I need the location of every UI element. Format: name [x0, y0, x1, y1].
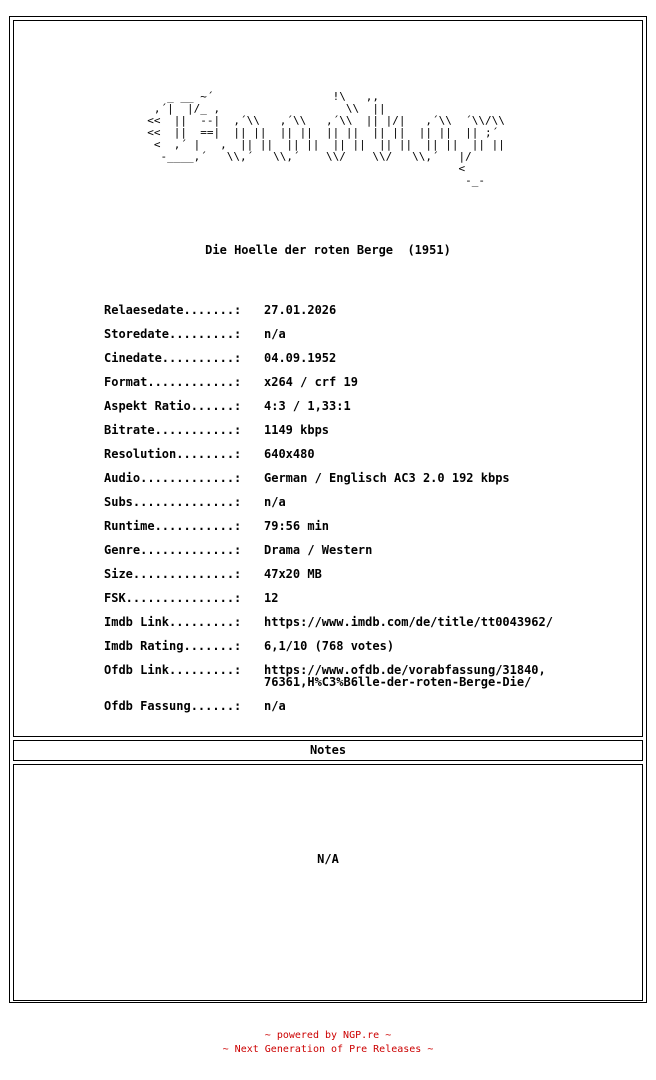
field-value: n/a [264, 495, 286, 509]
field-label: Genre.............: [104, 543, 242, 557]
movie-title: Die Hoelle der roten Berge (1951) [205, 243, 451, 257]
field-label: Imdb Rating.......: [104, 639, 242, 653]
imdb-link[interactable]: https://www.imdb.com/de/title/tt0043962/ [264, 615, 553, 629]
field-label: Runtime...........: [104, 519, 242, 533]
field-value: 12 [264, 591, 279, 605]
field-row-resolution [104, 448, 553, 472]
notes-box [13, 764, 643, 1001]
field-row-audio [104, 472, 553, 496]
field-row-size [104, 568, 553, 592]
field-value: 47x20 MB [264, 567, 322, 581]
field-value: x264 / crf 19 [264, 375, 358, 389]
field-label: Bitrate...........: [104, 423, 242, 437]
release-fields [104, 304, 553, 724]
field-value: n/a [264, 699, 286, 713]
notes-text: N/A [317, 852, 339, 866]
field-label: Imdb Link.........: [104, 615, 242, 629]
field-row-imdb-rating [104, 640, 553, 664]
field-label: Aspekt Ratio......: [104, 399, 242, 413]
field-value: 1149 kbps [264, 423, 330, 437]
field-label: Format............: [104, 375, 242, 389]
field-value: 640x480 [264, 447, 315, 461]
field-row-releasedate [104, 304, 553, 328]
field-label: Relaesedate.......: [104, 303, 242, 317]
field-row-aspect-ratio [104, 400, 553, 424]
field-row-imdb-link [104, 616, 553, 640]
field-label: Audio.............: [104, 471, 242, 485]
field-value: n/a [264, 327, 286, 341]
field-label: Storedate.........: [104, 327, 242, 341]
footer-powered-by: ~ powered by NGP.re ~ [264, 1030, 392, 1041]
field-row-bitrate [104, 424, 553, 448]
ascii-logo: _ __ ~´ !\ ,, ,´| |/_ , \\ || << || --| ,´\\ ,´\\ ,´\\ || |/| ,´\\ ´\\/\\ << || ==| || || || || || || || || || || || ;´ < ,´ | , || || || || || || || || || || || || -____,´ \\,´ \\,´ \\/ \\/ \\,´ |/ < -_- [147, 90, 505, 187]
field-value: 27.01.2026 [264, 303, 337, 317]
field-value: 6,1/10 (768 votes) [264, 639, 395, 653]
field-row-storedate [104, 328, 553, 352]
release-info-box [13, 20, 643, 737]
field-value: German / Englisch AC3 2.0 192 kbps [264, 471, 510, 485]
field-label: Subs..............: [104, 495, 242, 509]
field-label: FSK...............: [104, 591, 242, 605]
field-row-genre [104, 544, 553, 568]
field-row-runtime [104, 520, 553, 544]
nfo-frame [9, 16, 647, 1003]
field-label: Size..............: [104, 567, 242, 581]
field-value: 4:3 / 1,33:1 [264, 399, 351, 413]
field-label: Cinedate..........: [104, 351, 242, 365]
ofdb-link[interactable]: https://www.ofdb.de/vorabfassung/31840, 76361,H%C3%B6lle-der-roten-Berge-Die/ [264, 663, 546, 689]
field-label: Ofdb Fassung......: [104, 699, 242, 713]
field-value: Drama / Western [264, 543, 373, 557]
field-value: 04.09.1952 [264, 351, 337, 365]
field-row-ofdb-link [104, 664, 553, 700]
field-value: 79:56 min [264, 519, 330, 533]
field-row-fsk [104, 592, 553, 616]
field-row-subs [104, 496, 553, 520]
field-row-cinedate [104, 352, 553, 376]
footer [0, 1029, 656, 1057]
footer-tagline: ~ Next Generation of Pre Releases ~ [222, 1044, 434, 1055]
field-row-ofdb-fassung [104, 700, 553, 724]
field-label: Ofdb Link.........: [104, 663, 242, 677]
field-label: Resolution........: [104, 447, 242, 461]
notes-header: Notes [13, 740, 643, 761]
field-row-format [104, 376, 553, 400]
